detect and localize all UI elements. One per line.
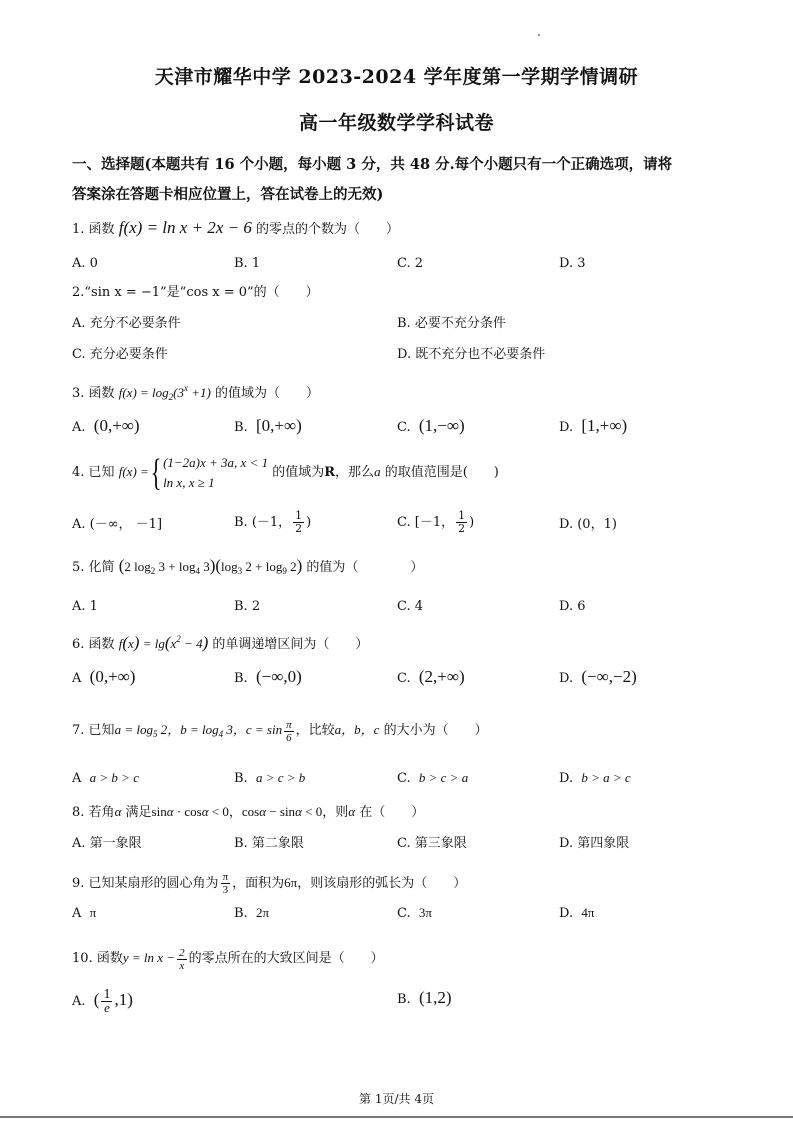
q1-formula: f(x) = ln x + 2x − 6 xyxy=(118,218,252,237)
q4-option-c: C. [－1， $\frac{1}{2}$ ) xyxy=(397,509,475,535)
q9-option-a: A π xyxy=(72,905,97,921)
q3-option-c: C. (1,−∞) xyxy=(397,416,465,435)
question-10: 10. 函数y = ln x − $\frac{2}{x}$ 的零点所在的大致区间是（ ） xyxy=(72,946,384,972)
question-7: 7. 已知$a = \log_5 2$，$b = \log_4 3$，c = sin $\frac{\pi}{6}$ ，比较a，b，c 的大小为（ ） xyxy=(72,718,488,744)
q6-option-a: A (0,+∞) xyxy=(72,667,136,686)
q4-option-a: A. (－∞， －1] xyxy=(72,517,163,532)
q4-option-b: B. (－1， $\frac{1}{2}$ ) xyxy=(234,509,312,535)
alpha-symbol: α xyxy=(348,804,356,819)
q7-formula: $a = \log_5 2$，$b = \log_4 3$，c = sin $\frac{\pi}{6}$ xyxy=(114,718,292,744)
q6-formula: $f(x) = \lg(x^2 - 4)$ xyxy=(118,633,209,652)
alpha-symbol: α xyxy=(114,804,122,819)
q7-option-d: D. b > a > c xyxy=(559,770,631,786)
q10-option-b: B. (1,2) xyxy=(397,988,452,1007)
page-footer: 第 1页/共 4页 xyxy=(359,1092,434,1106)
q6-option-c: C. (2,+∞) xyxy=(397,667,465,686)
q3-option-a: A. (0,+∞) xyxy=(72,416,140,435)
q5-formula: (2 $\log_2 3 + \log_4 3)(\log_3$ $2 + \log_9 2$) xyxy=(118,556,303,576)
q5-option-a: A. 1 xyxy=(72,599,98,614)
q2-option-b: B. 必要不充分条件 xyxy=(397,316,506,331)
q7-option-b: B. a > c > b xyxy=(234,770,306,786)
q5-option-b: B. 2 xyxy=(234,599,261,614)
q1-option-b: B. 1 xyxy=(234,256,261,271)
var-a: a xyxy=(374,464,381,479)
q8-option-b: B. 第二象限 xyxy=(234,836,304,851)
q2-option-a: A. 充分不必要条件 xyxy=(72,316,181,331)
question-4: 4. 已知 f(x) ={ (1−2a)x + 3a, x < 1 ln x, x ≥ 1 的值域为R，那么a 的取值范围是( ) xyxy=(72,451,499,494)
q7-option-a: A a > b > c xyxy=(72,770,139,786)
q3-option-d: D. [1,+∞) xyxy=(559,416,628,435)
page-title: 天津市耀华中学 2023-2024 学年度第一学期学情调研 xyxy=(154,66,639,88)
q4-function-name: f(x) = xyxy=(118,464,149,479)
brace-glyph: { xyxy=(150,451,162,494)
q4-piecewise: (1−2a)x + 3a, x < 1 ln x, x ≥ 1 xyxy=(163,454,269,490)
section-heading xyxy=(72,150,732,210)
question-5: 5. 化简 (2 $\log_2 3 + \log_4 3)(\log_3$ $2 + \log_9 2$) 的值为（ ） xyxy=(72,556,424,576)
q9-option-b: B. 2π xyxy=(234,905,270,921)
q4-option-d: D. (0，1) xyxy=(559,517,617,532)
q9-option-c: C. 3π xyxy=(397,905,432,921)
q5-option-c: C. 4 xyxy=(397,599,424,614)
q6-option-d: D. (−∞,−2) xyxy=(559,667,637,686)
q9-angle: $\frac{\pi}{3}$ xyxy=(222,871,229,896)
q10-formula: y = ln x − $\frac{2}{x}$ xyxy=(122,946,185,972)
q7-option-c: C. b > c > a xyxy=(397,770,469,786)
q1-option-d: D. 3 xyxy=(559,256,586,271)
q2-option-d: D. 既不充分也不必要条件 xyxy=(397,347,546,362)
q7-vars: a，b，c xyxy=(334,722,380,737)
q10-option-a: A. ( $\frac{1}{e}$ ,1) xyxy=(72,987,133,1015)
q8-option-c: C. 第三象限 xyxy=(397,836,467,851)
question-6: 6. 函数 $f(x) = \lg(x^2 - 4)$ 的单调递增区间为（ ） xyxy=(72,633,369,652)
q1-option-c: C. 2 xyxy=(397,256,424,271)
question-3: 3. 函数 $f(x) = \log_2(3^x +1)$ 的值域为（ ） xyxy=(72,383,320,402)
section-line-1: 一、选择题(本题共有 16 个小题，每小题 3 分，共 48 分.每个小题只有一个正确选项，请将 xyxy=(72,156,673,173)
question-2: 2.“sin x = −1”是“cos x = 0”的（ ） xyxy=(72,285,319,300)
question-1: 1. 函数 f(x) = ln x + 2x − 6 的零点的个数为（ ） xyxy=(72,218,399,237)
page-subtitle: 高一年级数学学科试卷 xyxy=(298,112,494,134)
bottom-divider xyxy=(0,1116,793,1118)
q1-option-a: A. 0 xyxy=(72,256,98,271)
q8-option-a: A. 第一象限 xyxy=(72,836,142,851)
section-line-2: 答案涂在答题卡相应位置上，答在试卷上的无效) xyxy=(72,186,384,203)
question-8: 8. 若角α 满足sinα · cosα < 0，cosα − sinα < 0，则α 在（ ） xyxy=(72,804,425,820)
q9-area: 6π xyxy=(284,875,298,890)
speck xyxy=(538,34,540,36)
q3-formula: $f(x) = \log_2(3^x +1)$ xyxy=(118,383,211,402)
q6-option-b: B. (−∞,0) xyxy=(234,667,302,686)
q5-option-d: D. 6 xyxy=(559,599,586,614)
q10-option-a-value: ( xyxy=(93,990,100,1009)
q9-option-d: D. 4π xyxy=(559,905,595,921)
q8-option-d: D. 第四象限 xyxy=(559,836,630,851)
q2-option-c: C. 充分必要条件 xyxy=(72,347,168,362)
q3-option-b: B. [0,+∞) xyxy=(234,416,302,435)
question-9: 9. 已知某扇形的圆心角为 $\frac{\pi}{3}$ ，面积为6π，则该扇形的弧长为（ ） xyxy=(72,871,467,896)
q8-condition: sinα · cosα < 0，cosα − sinα < 0 xyxy=(151,804,323,819)
